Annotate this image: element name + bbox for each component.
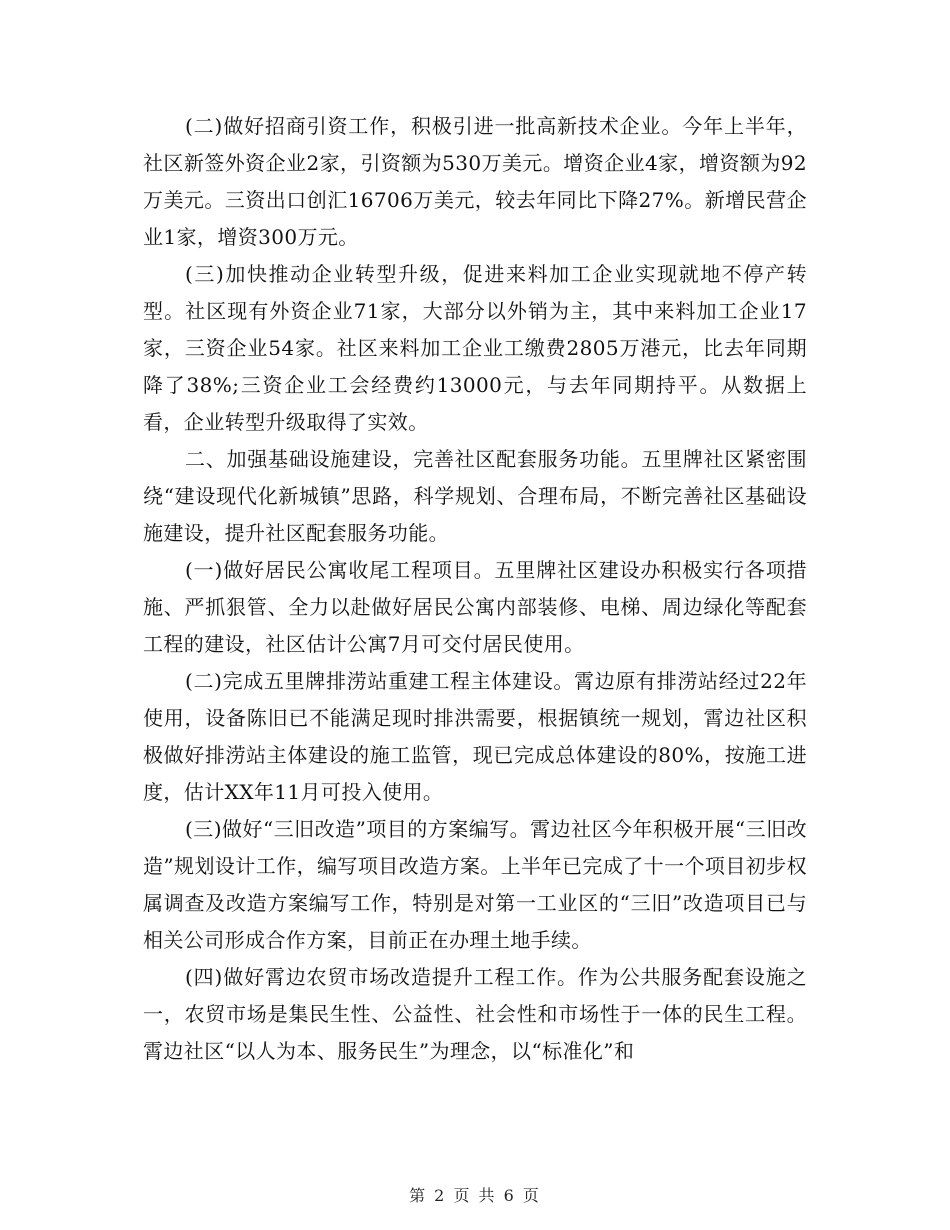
paragraph-three-old-renovation: (三)做好“三旧改造”项目的方案编写。霄边社区今年积极开展“三旧改造”规划设计工作，编写项目改造方案。上半年已完成了十一个项目初步权属调查及改造方案编写工作，特别是对第一工业区的“三旧”改造项目已与相关公司形成合作方案，目前正在办理土地手续。 (143, 817, 807, 952)
paragraph-infrastructure-heading: 二、加强基础设施建设，完善社区配套服务功能。五里牌社区紧密围绕“建设现代化新城镇”思路，科学规划、合理布局，不断完善社区基础设施建设，提升社区配套服务功能。 (143, 447, 807, 545)
page-number-footer: 第 2 页 共 6 页 (409, 1186, 541, 1205)
paragraph-residential-apartments: (一)做好居民公寓收尾工程项目。五里牌社区建设办积极实行各项措施、严抓狠管、全力以赴做好居民公寓内部装修、电梯、周边绿化等配套工程的建设，社区估计公寓7月可交付居民使用。 (143, 558, 807, 656)
paragraph-drainage-station: (二)完成五里牌排涝站重建工程主体建设。霄边原有排涝站经过22年使用，设备陈旧已不能满足现时排洪需要，根据镇统一规划，霄边社区积极做好排涝站主体建设的施工监管，现已完成总体建设的80%，按施工进度，估计XX年11月可投入使用。 (143, 669, 807, 804)
paragraph-enterprise-transformation: (三)加快推动企业转型升级，促进来料加工企业实现就地不停产转型。社区现有外资企业71家，大部分以外销为主，其中来料加工企业17家，三资企业54家。社区来料加工企业工缴费2805万港元，比去年同期降了38%;三资企业工会经费约13000元，与去年同期持平。从数据上看，企业转型升级取得了实效。 (143, 262, 807, 434)
paragraph-farmers-market: (四)做好霄边农贸市场改造提升工程工作。作为公共服务配套设施之一，农贸市场是集民生性、公益性、社会性和市场性于一体的民生工程。霄边社区“以人为本、服务民生”为理念，以“标准化”和 (143, 965, 807, 1063)
document-body (143, 108, 807, 1070)
paragraph-investment-attraction: (二)做好招商引资工作，积极引进一批高新技术企业。今年上半年，社区新签外资企业2家，引资额为530万美元。增资企业4家，增资额为92万美元。三资出口创汇16706万美元，较去年同比下降27%。新增民营企业1家，增资300万元。 (143, 114, 807, 249)
